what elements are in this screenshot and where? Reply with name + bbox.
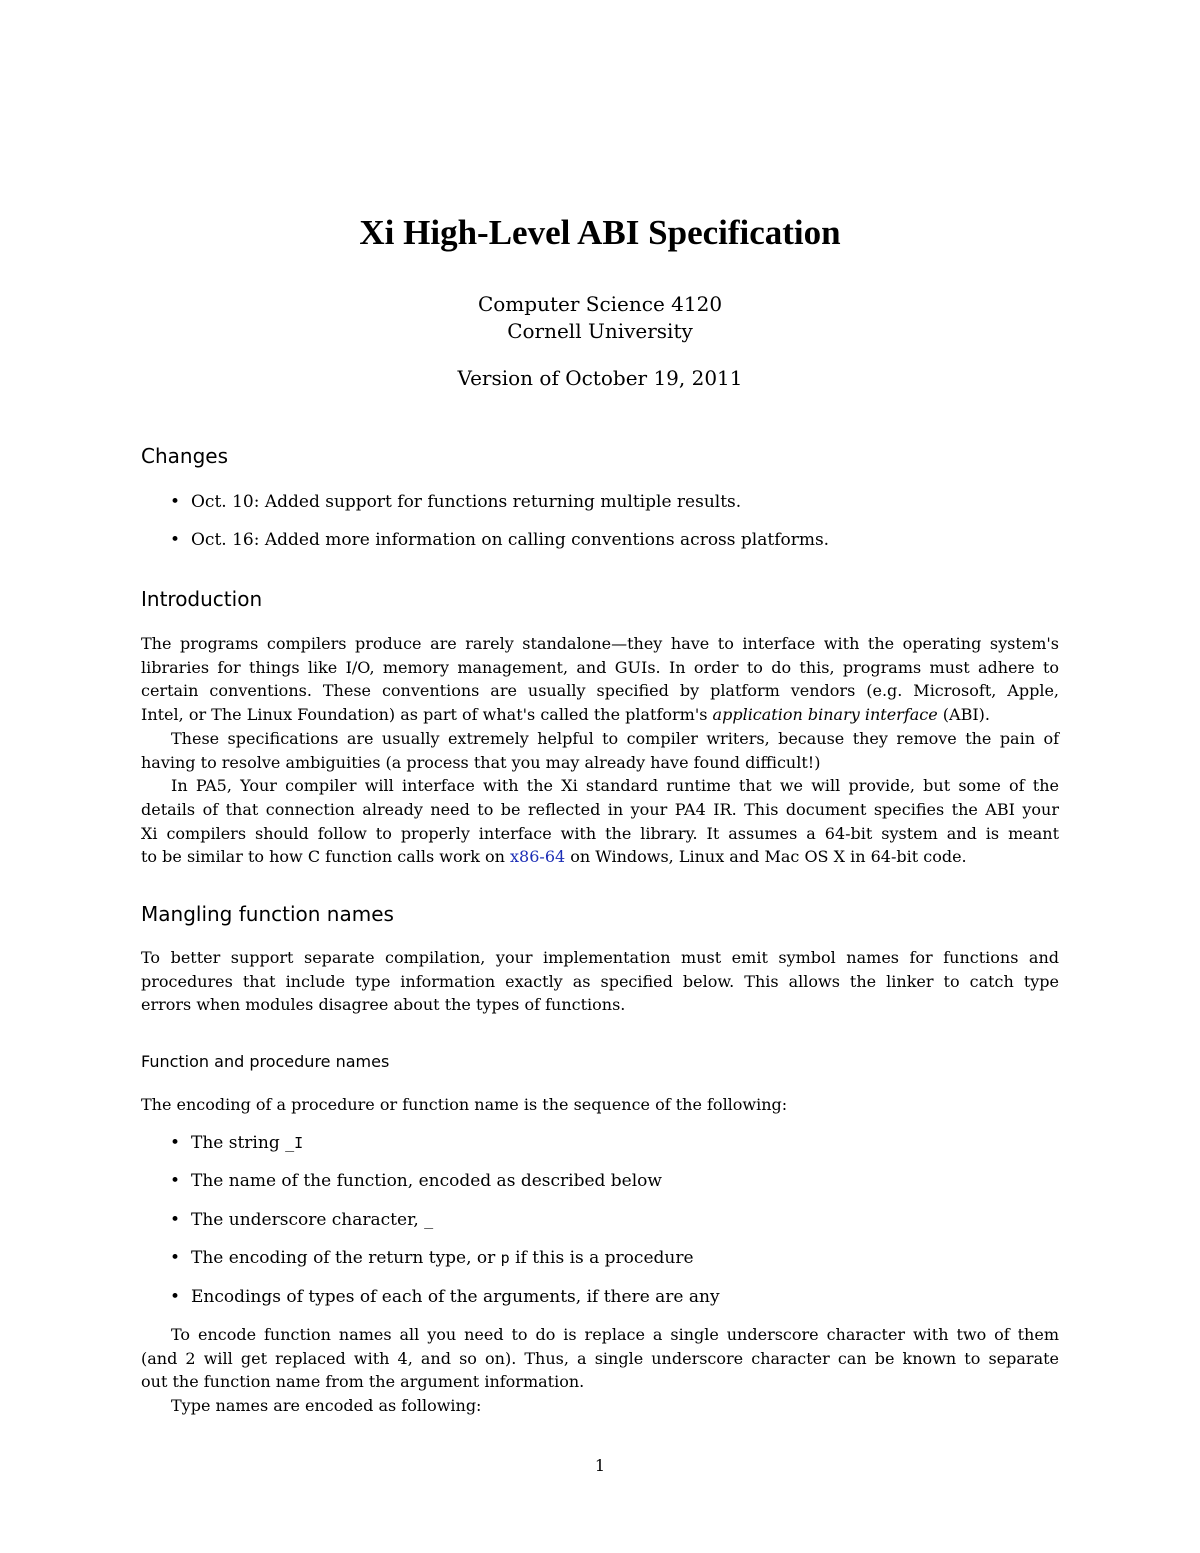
text-line: To encode function names all you need to do is replace a single underscore character with two of them (171, 1325, 1059, 1344)
university-name: Cornell University (507, 319, 693, 343)
text-line: errors when modules disagree about the types of functions. (141, 995, 626, 1015)
text-line: To better support separate compilation, your implementation must emit symbol names for functions and (141, 948, 1059, 967)
bullet-icon: • (170, 1210, 181, 1230)
text-line: to be similar to how C function calls work on x86-64 on Windows, Linux and Mac OS X in 64-bit code. (141, 847, 967, 867)
function-names-heading: Function and procedure names (141, 1052, 390, 1071)
abi-term: application binary interface (712, 705, 938, 725)
list-item: • The encoding of the return type, or p if this is a procedure (170, 1248, 694, 1268)
bullet-icon: • (170, 1287, 181, 1307)
list-item: • Encodings of types of each of the arguments, if there are any (170, 1287, 720, 1307)
changes-heading: Changes (141, 444, 228, 468)
text-line: Type names are encoded as following: (171, 1396, 482, 1416)
text-line: The programs compilers produce are rarely standalone—they have to interface with the operating system's (141, 634, 1059, 653)
bullet-icon: • (170, 1171, 181, 1191)
mangling-heading: Mangling function names (141, 902, 394, 926)
function-names-intro: The encoding of a procedure or function name is the sequence of the following: (141, 1095, 788, 1114)
list-item: • Oct. 10: Added support for functions returning multiple results. (170, 492, 742, 512)
introduction-body (141, 632, 1059, 869)
document-title: Xi High-Level ABI Specification (359, 213, 841, 252)
list-item: • The name of the function, encoded as described below (170, 1171, 662, 1191)
text-line: certain conventions. These conventions are usually specified by platform vendors (e.g. Microsoft, Apple, (141, 681, 1059, 701)
bullet-icon: • (170, 530, 181, 550)
version-date: Version of October 19, 2011 (457, 366, 743, 390)
text-line: These specifications are usually extremely helpful to compiler writers, because they remove the pain of (171, 728, 1059, 748)
introduction-heading: Introduction (141, 587, 263, 611)
list-item: • The underscore character, _ (170, 1210, 434, 1230)
function-names-body (141, 1323, 1059, 1418)
bullet-icon: • (170, 1133, 181, 1153)
bullet-icon: • (170, 1248, 181, 1268)
text-line: In PA5, Your compiler will interface with the Xi standard runtime that we will provide, but some of the (171, 776, 1059, 796)
bullet-icon: • (170, 492, 181, 512)
course-name: Computer Science 4120 (477, 292, 723, 316)
text-line: libraries for things like I/O, memory management, and GUIs. In order to do this, programs must adhere to (141, 657, 1059, 677)
text-line: procedures that include type information exactly as specified below. This allows the linker to catch type (141, 971, 1059, 991)
x86-64-link[interactable]: x86-64 (510, 847, 566, 867)
text-line: Intel, or The Linux Foundation) as part of what's called the platform's application binary interface (ABI). (141, 705, 991, 725)
page-number: 1 (594, 1456, 606, 1475)
text-line: having to resolve ambiguities (a process that you may already have found difficult!) (141, 752, 821, 772)
text-line: out the function name from the argument information. (141, 1372, 585, 1392)
text-line: Xi compilers should follow to properly interface with the library. It assumes a 64-bit system and is meant (141, 823, 1059, 843)
mangling-body (141, 946, 1059, 1017)
text-line: (and 2 will get replaced with 4, and so on). Thus, a single underscore character can be known to separate (141, 1348, 1059, 1368)
list-item: • Oct. 16: Added more information on calling conventions across platforms. (170, 530, 830, 550)
text-line: details of that connection already need to be reflected in your PA4 IR. This document specifies the ABI your (141, 799, 1059, 819)
list-item: • The string _I (170, 1133, 304, 1153)
